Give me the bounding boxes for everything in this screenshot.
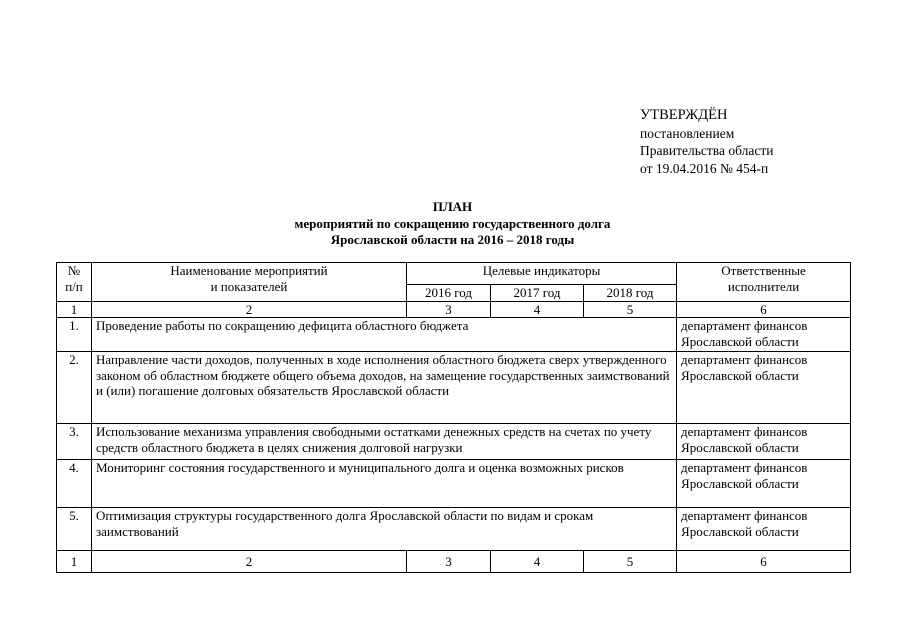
- column-number: 3: [407, 301, 491, 318]
- header-year-2017: 2017 год: [491, 285, 584, 302]
- column-number: 2: [92, 551, 407, 573]
- row-number: 3.: [57, 424, 92, 460]
- header-name-sub: и показателей: [210, 278, 288, 294]
- column-number-row: [57, 551, 851, 573]
- table-row: [57, 460, 851, 508]
- row-number: 5.: [57, 508, 92, 551]
- row-responsible: [677, 318, 851, 352]
- column-number: 5: [584, 301, 677, 318]
- header-name-cell: [92, 263, 407, 302]
- responsible-line: департамент финансов: [681, 424, 808, 439]
- responsible-line: департамент финансов: [681, 352, 808, 367]
- row-number: 4.: [57, 460, 92, 508]
- table-row: [57, 352, 851, 424]
- row-name: Оптимизация структуры государственного долга Ярославской области по видам и срокам заимствований: [92, 508, 677, 551]
- column-number: 1: [57, 301, 92, 318]
- responsible-line: Ярославской области: [681, 475, 799, 491]
- approval-line: Правительства области: [640, 143, 774, 158]
- approval-heading: УТВЕРЖДЁН: [640, 107, 728, 123]
- column-number: 4: [491, 301, 584, 318]
- table-row: [57, 508, 851, 551]
- table-row: [57, 318, 851, 352]
- title-heading: ПЛАН: [432, 199, 473, 214]
- document-title: [0, 199, 905, 249]
- row-name: Направление части доходов, полученных в ходе исполнения областного бюджета сверх утвержденного законом об областном бюджете общего объема доходов, на замещение государственных заимствований и (или) погашение долговых обязательств Ярославской области: [92, 352, 677, 424]
- column-number: 6: [677, 301, 851, 318]
- responsible-line: департамент финансов: [681, 460, 808, 475]
- responsible-line: департамент финансов: [681, 508, 808, 523]
- header-num: №: [67, 263, 81, 278]
- row-responsible: [677, 352, 851, 424]
- header-num-cell: [57, 263, 92, 302]
- header-indicators: Целевые индикаторы: [407, 263, 677, 285]
- table-row: [57, 424, 851, 460]
- header-name: Наименование мероприятий: [170, 263, 328, 278]
- header-year-2016: 2016 год: [407, 285, 491, 302]
- header-resp-sub: исполнители: [727, 278, 800, 294]
- row-responsible: [677, 424, 851, 460]
- header-num-sub: п/п: [65, 278, 83, 294]
- responsible-line: департамент финансов: [681, 318, 808, 333]
- row-name: Мониторинг состояния государственного и муниципального долга и оценка возможных рисков: [92, 460, 677, 508]
- header-resp: Ответственные: [721, 263, 806, 278]
- row-name: Использование механизма управления свободными остатками денежных средств на счетах по учету средств областного бюджета в целях снижения долговой нагрузки: [92, 424, 677, 460]
- row-responsible: [677, 508, 851, 551]
- header-resp-cell: [677, 263, 851, 302]
- approval-stamp: [640, 107, 773, 177]
- title-subtitle: мероприятий по сокращению государственного долга: [294, 215, 611, 231]
- column-number: 4: [491, 551, 584, 573]
- column-number-row: [57, 301, 851, 318]
- column-number: 5: [584, 551, 677, 573]
- title-subtitle: Ярославской области на 2016 – 2018 годы: [330, 232, 575, 247]
- approval-date: от 19.04.2016 № 454-п: [640, 160, 769, 176]
- header-year-2018: 2018 год: [584, 285, 677, 302]
- responsible-line: Ярославской области: [681, 367, 799, 383]
- row-responsible: [677, 460, 851, 508]
- responsible-line: Ярославской области: [681, 333, 799, 349]
- header-row: [57, 263, 851, 285]
- plan-table: [56, 262, 851, 573]
- responsible-line: Ярославской области: [681, 523, 799, 539]
- column-number: 6: [677, 551, 851, 573]
- column-number: 1: [57, 551, 92, 573]
- responsible-line: Ярославской области: [681, 439, 799, 455]
- approval-line: постановлением: [640, 125, 735, 141]
- column-number: 3: [407, 551, 491, 573]
- row-name: Проведение работы по сокращению дефицита областного бюджета: [92, 318, 677, 352]
- column-number: 2: [92, 301, 407, 318]
- row-number: 1.: [57, 318, 92, 352]
- row-number: 2.: [57, 352, 92, 424]
